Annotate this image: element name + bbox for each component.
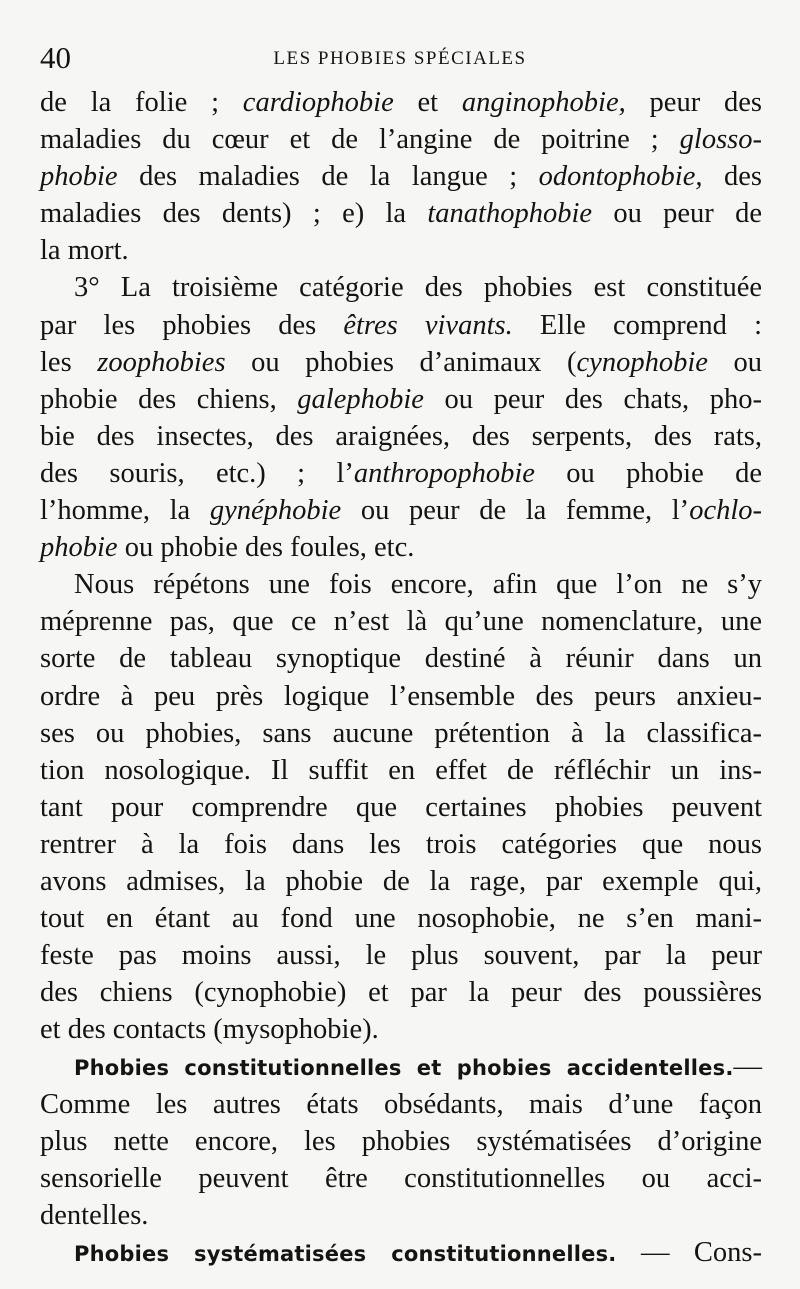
text-line: Phobies systématisées constitutionnelles. — Cons- (74, 1236, 762, 1268)
text-line: bie des insectes, des araignées, des serpents, des rats, (40, 420, 762, 452)
text-line: l’homme, la gynéphobie ou peur de la femme, l’ochlo- (40, 495, 762, 527)
text-line: 3° La troisième catégorie des phobies est constituée (74, 272, 762, 304)
text-line: rentrer à la fois dans les trois catégories que nous (40, 828, 762, 860)
text-line: tout en étant au fond une nosophobie, ne s’en mani- (40, 903, 762, 935)
text-line: les zoophobies ou phobies d’animaux (cynophobie ou (40, 346, 763, 378)
text-line: sensorielle peuvent être constitutionnelles ou acci- (40, 1162, 762, 1194)
text-line: dentelles. (40, 1199, 149, 1231)
text-line: avons admises, la phobie de la rage, par exemple qui, (40, 865, 762, 897)
text-line: Comme les autres états obsédants, mais d’une façon (40, 1088, 762, 1120)
text-line: tion nosologique. Il suffit en effet de réfléchir un ins- (40, 754, 762, 786)
running-head: LES PHOBIES SPÉCIALES (273, 48, 527, 69)
text-line: feste pas moins aussi, le plus souvent, par la peur (40, 940, 762, 972)
page-header (40, 40, 760, 76)
text-line: et des contacts (mysophobie). (40, 1014, 379, 1046)
text-line: sorte de tableau synoptique destiné à réunir dans un (40, 643, 762, 675)
text-line: méprenne pas, que ce n’est là qu’une nomenclature, une (40, 606, 762, 638)
text-line: ses ou phobies, sans aucune prétention à la classifica- (40, 717, 762, 749)
page-number: 40 (40, 40, 71, 75)
text-line: la mort. (40, 235, 129, 267)
body-text (40, 84, 762, 1271)
text-line: ordre à peu près logique l’ensemble des peurs anxieu- (40, 680, 762, 712)
text-line: Phobies constitutionnelles et phobies accidentelles.— (74, 1051, 762, 1083)
text-line: des chiens (cynophobie) et par la peur des poussières (40, 977, 762, 1009)
text-line: de la folie ; cardiophobie et anginophobie, peur des (40, 87, 762, 118)
text-line: plus nette encore, les phobies systématisées d’origine (40, 1125, 762, 1157)
text-line: maladies du cœur et de l’angine de poitrine ; glosso- (40, 124, 762, 156)
text-line: maladies des dents) ; e) la tanathophobie ou peur de (40, 198, 762, 230)
text-line: des souris, etc.) ; l’anthropophobie ou phobie de (40, 457, 762, 489)
text-line: par les phobies des êtres vivants. Elle comprend : (40, 309, 762, 341)
text-line: phobie des maladies de la langue ; odontophobie, des (40, 161, 762, 193)
text-line: phobie des chiens, galephobie ou peur des chats, pho- (40, 383, 762, 415)
text-line: tant pour comprendre que certaines phobies peuvent (40, 791, 762, 823)
text-line: Nous répétons une fois encore, afin que l’on ne s’y (74, 569, 762, 601)
text-line: phobie ou phobie des foules, etc. (40, 532, 415, 564)
